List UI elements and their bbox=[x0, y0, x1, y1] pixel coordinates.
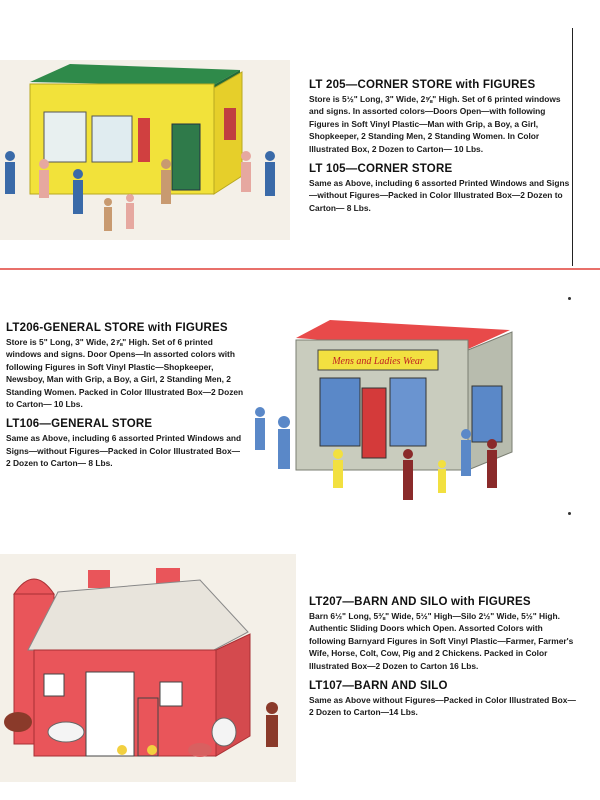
margin-dot bbox=[568, 512, 571, 515]
corner-store-illustration bbox=[0, 60, 290, 240]
product-description: Same as Above, including 6 assorted Printed Windows and Signs—without Figures—Packed in Color Illustrated Box—2 Dozen to Carton— 8 Lbs. bbox=[6, 433, 242, 469]
product-lt205 bbox=[309, 79, 571, 214]
product-lt206 bbox=[6, 322, 244, 470]
product-title: LT 105—CORNER STORE bbox=[309, 163, 453, 176]
margin-line bbox=[572, 28, 573, 266]
barn-illustration bbox=[0, 554, 296, 782]
product-description: Store is 5" Long, 3" Wide, 2⅞" High. Set of 6 printed windows and signs. Door Opens—In assorted colors with following Figures in Soft Vinyl Plastic—Shopkeeper, Newsboy, Man with Grip, a Boy, a Girl, 2 Standing Men, 2 Standing Women. Packed in Color Illustrated Box—2 Dozen to Carton— 10 Lbs. bbox=[6, 337, 244, 410]
product-description: Barn 6½" Long, 5⅜" Wide, 5½" High—Silo 2½" Wide, 5½" High. Authentic Sliding Doors which Open. Assorted Colors with following Barnyard Figures in Soft Vinyl Plastic—Farmer, Farmer's Wife, Horse, Colt, Cow, Pig and 2 Chickens. Packed in Color Illustrated Box—2 Dozen to Carton 16 Lbs. bbox=[309, 611, 574, 671]
general-store-illustration bbox=[240, 316, 530, 516]
product-description: Same as Above, including 6 assorted Printed Windows and Signs—without Figures—Packed in Color Illustrated Box—2 Dozen to Carton— 8 Lbs. bbox=[309, 178, 570, 213]
section-divider bbox=[0, 268, 600, 270]
product-title: LT206-GENERAL STORE with FIGURES bbox=[6, 322, 228, 334]
product-lt207 bbox=[309, 596, 579, 719]
product-description: Store is 5½" Long, 3" Wide, 2⅝" High. Set of 6 printed windows and signs. In assorted colors—Doors Open—with following Figures in Soft Vinyl Plastic—Man with Grip, a Boy, a Girl, Shopkeeper, 2 Standing Men, 2 Standing Women. In Color Illustrated Box, 2 Dozen to Carton— 10 Lbs. bbox=[309, 94, 561, 154]
product-title: LT107—BARN AND SILO bbox=[309, 680, 448, 693]
store-sign-text: Mens and Ladies Wear bbox=[332, 356, 424, 367]
product-description: Same as Above without Figures—Packed in Color Illustrated Box—2 Dozen to Carton—14 Lbs. bbox=[309, 695, 576, 718]
product-title: LT 205—CORNER STORE with FIGURES bbox=[309, 79, 536, 91]
product-title: LT106—GENERAL STORE bbox=[6, 418, 153, 431]
margin-dot bbox=[568, 297, 571, 300]
product-title: LT207—BARN AND SILO with FIGURES bbox=[309, 596, 531, 608]
